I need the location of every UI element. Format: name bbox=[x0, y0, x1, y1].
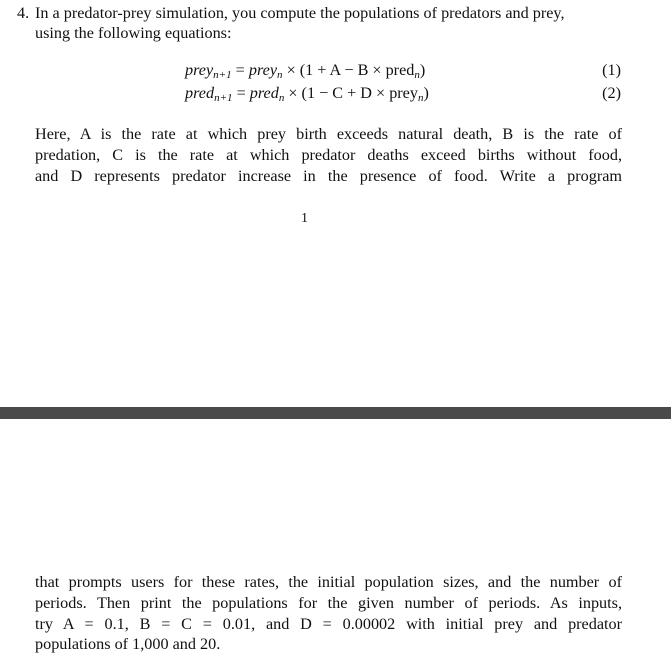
eq2-lhs-var: pred bbox=[185, 84, 215, 102]
paragraph-bottom-line-1: that prompts users for these rates, the initial population sizes, and the number of bbox=[35, 573, 622, 591]
eq1-rhs-var: prey bbox=[248, 61, 278, 79]
page-number: 1 bbox=[301, 211, 308, 226]
page-bottom bbox=[0, 419, 671, 665]
eq1-rhs-rest: × (1 + A − B × pred bbox=[286, 61, 415, 79]
paragraph-top-line-3: and D represents predator increase in the presence of food. Write a program bbox=[35, 167, 622, 185]
eq2-rhs-rest: × (1 − C + D × prey bbox=[288, 84, 418, 102]
paragraph-bottom-line-4: populations of 1,000 and 20. bbox=[35, 635, 221, 653]
eq1-lhs-sub: n+1 bbox=[213, 69, 232, 81]
problem-number: 4. bbox=[17, 4, 30, 22]
paragraph-bottom-line-2: periods. Then print the populations for the given number of periods. As inputs, bbox=[35, 594, 622, 612]
eq1-rhs-tail-sub: n bbox=[414, 69, 420, 81]
intro-line-2: using the following equations: bbox=[35, 24, 232, 42]
eq2-rhs-close: ) bbox=[423, 84, 429, 102]
equation-2 bbox=[185, 83, 429, 103]
eq2-equals: = bbox=[236, 84, 246, 102]
eq1-rhs-close: ) bbox=[419, 61, 426, 79]
page-separator bbox=[0, 407, 671, 419]
eq1-lhs-var: prey bbox=[185, 61, 214, 79]
eq2-lhs-sub: n+1 bbox=[214, 92, 233, 104]
equation-2-number: (2) bbox=[602, 84, 621, 102]
equation-1-number: (1) bbox=[602, 61, 621, 79]
paragraph-bottom-line-3: try A = 0.1, B = C = 0.01, and D = 0.00002 with initial prey and predator bbox=[35, 615, 622, 633]
equation-1 bbox=[185, 60, 425, 80]
eq2-rhs-tail-sub: n bbox=[417, 92, 424, 104]
eq2-rhs-sub: n bbox=[278, 92, 285, 104]
eq1-rhs-sub: n bbox=[277, 69, 283, 81]
eq2-rhs-var: pred bbox=[249, 84, 279, 102]
paragraph-top-line-1: Here, A is the rate at which prey birth exceeds natural death, B is the rate of bbox=[35, 125, 622, 143]
intro-line-1: In a predator-prey simulation, you compute the populations of predators and prey, bbox=[35, 4, 565, 22]
eq1-equals: = bbox=[235, 61, 245, 79]
paragraph-top-line-2: predation, C is the rate at which predator deaths exceed births without food, bbox=[35, 146, 622, 164]
